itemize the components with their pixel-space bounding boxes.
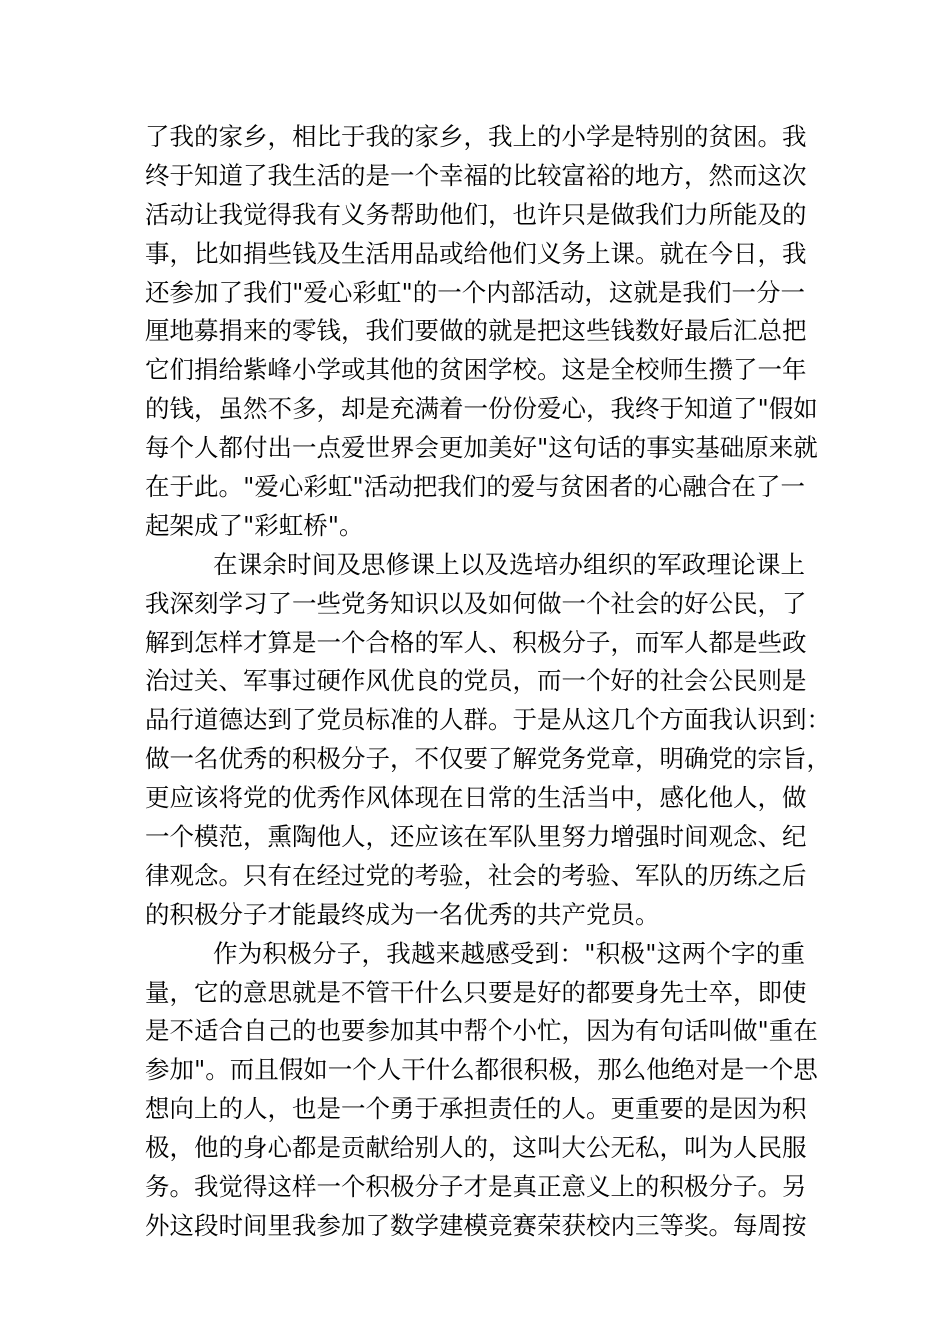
text-line: 是不适合自己的也要参加其中帮个小忙，因为有句话叫做"重在 [145, 1016, 818, 1046]
text-line: 我深刻学习了一些党务知识以及如何做一个社会的好公民，了 [145, 588, 807, 618]
text-line: 解到怎样才算是一个合格的军人、积极分子，而军人都是些政 [145, 627, 807, 657]
text-line: 品行道德达到了党员标准的人群。于是从这几个方面我认识到： [145, 705, 831, 735]
text-line: 外这段时间里我参加了数学建模竞赛荣获校内三等奖。每周按 [145, 1210, 807, 1240]
paragraph [145, 935, 818, 1246]
text-line: 厘地募捐来的零钱，我们要做的就是把这些钱数好最后汇总把 [145, 316, 807, 346]
text-line: 治过关、军事过硬作风优良的党员，而一个好的社会公民则是 [145, 666, 807, 696]
text-line: 想向上的人，也是一个勇于承担责任的人。更重要的是因为积 [145, 1094, 807, 1124]
text-line: 在课余时间及思修课上以及选培办组织的军政理论课上 [213, 549, 805, 579]
text-line: 终于知道了我生活的是一个幸福的比较富裕的地方，然而这次 [145, 160, 807, 190]
text-line: 量，它的意思就是不管干什么只要是好的都要身先士卒，即使 [145, 977, 807, 1007]
text-line: 参加"。而且假如一个人干什么都很积极，那么他绝对是一个思 [145, 1055, 818, 1085]
text-line: 它们捐给紫峰小学或其他的贫困学校。这是全校师生攒了一年 [145, 355, 807, 385]
text-line: 起架成了"彩虹桥"。 [145, 510, 364, 540]
text-line: 更应该将党的优秀作风体现在日常的生活当中，感化他人，做 [145, 783, 807, 813]
paragraph [145, 546, 831, 935]
text-line: 的钱，虽然不多，却是充满着一份份爱心，我终于知道了"假如 [145, 394, 818, 424]
text-line: 作为积极分子，我越来越感受到："积极"这两个字的重 [213, 938, 805, 968]
text-line: 务。我觉得这样一个积极分子才是真正意义上的积极分子。另 [145, 1172, 807, 1202]
text-line: 每个人都付出一点爱世界会更加美好"这句话的事实基础原来就 [145, 433, 818, 463]
text-line: 做一名优秀的积极分子，不仅要了解党务党章，明确党的宗旨， [145, 744, 831, 774]
text-line: 律观念。只有在经过党的考验，社会的考验、军队的历练之后 [145, 860, 807, 890]
text-line: 事，比如捐些钱及生活用品或给他们义务上课。就在今日，我 [145, 238, 807, 268]
text-line: 还参加了我们"爱心彩虹"的一个内部活动，这就是我们一分一 [145, 277, 805, 307]
text-line: 活动让我觉得我有义务帮助他们，也许只是做我们力所能及的 [145, 199, 807, 229]
text-line: 的积极分子才能最终成为一名优秀的共产党员。 [145, 899, 660, 929]
document-body [145, 118, 831, 1246]
paragraph [145, 118, 818, 546]
text-line: 了我的家乡，相比于我的家乡，我上的小学是特别的贫困。我 [145, 122, 807, 151]
text-line: 一个模范，熏陶他人，还应该在军队里努力增强时间观念、纪 [145, 822, 807, 852]
text-line: 在于此。"爱心彩虹"活动把我们的爱与贫困者的心融合在了一 [145, 472, 805, 502]
text-line: 极，他的身心都是贡献给别人的，这叫大公无私，叫为人民服 [145, 1133, 807, 1163]
